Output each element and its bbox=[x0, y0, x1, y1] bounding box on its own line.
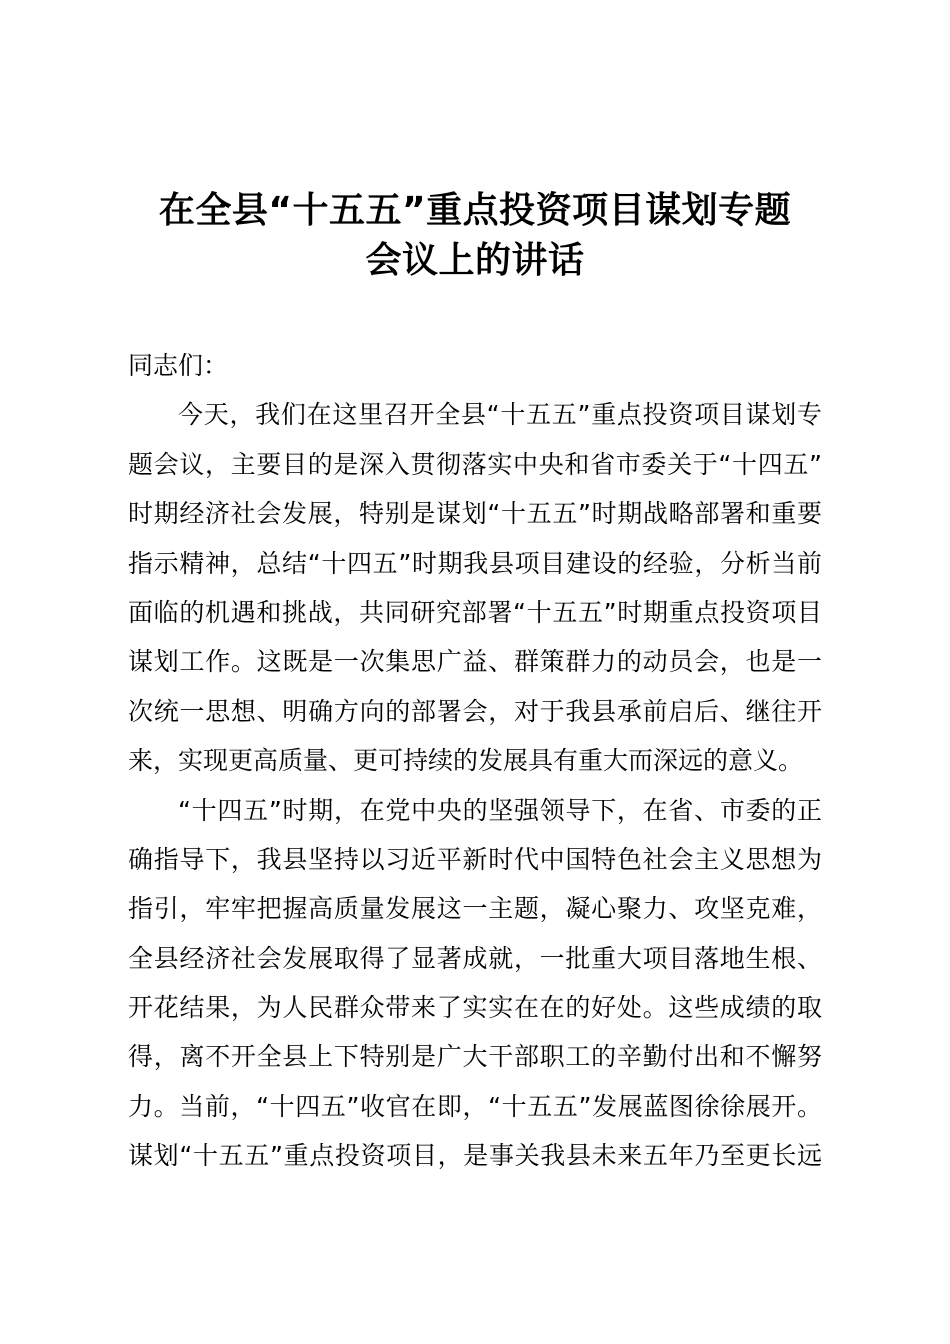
salutation: 同志们： bbox=[128, 351, 229, 380]
paragraph-line: 指示精神，总结“十四五”时期我县项目建设的经验，分析当前 bbox=[128, 548, 822, 578]
paragraph-line: 指引，牢牢把握高质量发展这一主题，凝心聚力、攻坚克难， bbox=[128, 894, 822, 924]
paragraph-line: 谋划“十五五”重点投资项目，是事关我县未来五年乃至更长远 bbox=[128, 1141, 822, 1171]
paragraph-2 bbox=[128, 786, 828, 1181]
paragraph-line: 时期经济社会发展，特别是谋划“十五五”时期战略部署和重要 bbox=[128, 499, 822, 529]
title-line-1: 在全县“十五五”重点投资项目谋划专题 bbox=[158, 190, 792, 231]
paragraph-line: 得，离不开全县上下特别是广大干部职工的辛勤付出和不懈努 bbox=[128, 1042, 822, 1072]
paragraph-line: 开花结果，为人民群众带来了实实在在的好处。这些成绩的取 bbox=[128, 993, 822, 1023]
paragraph-line: 来，实现更高质量、更可持续的发展具有重大而深远的意义。 bbox=[128, 746, 804, 776]
paragraph-line: “十四五”时期，在党中央的坚强领导下，在省、市委的正 bbox=[178, 795, 822, 825]
title-line-2: 会议上的讲话 bbox=[365, 240, 585, 281]
paragraph-line: 面临的机遇和挑战，共同研究部署“十五五”时期重点投资项目 bbox=[128, 597, 822, 627]
paragraph-1 bbox=[128, 390, 828, 785]
paragraph-line: 谋划工作。这既是一次集思广益、群策群力的动员会，也是一 bbox=[128, 647, 822, 677]
paragraph-line: 今天，我们在这里召开全县“十五五”重点投资项目谋划专 bbox=[178, 400, 822, 430]
paragraph-line: 力。当前，“十四五”收官在即，“十五五”发展蓝图徐徐展开。 bbox=[128, 1091, 822, 1121]
paragraph-line: 全县经济社会发展取得了显著成就，一批重大项目落地生根、 bbox=[128, 943, 822, 973]
paragraph-line: 确指导下，我县坚持以习近平新时代中国特色社会主义思想为 bbox=[128, 844, 822, 874]
document-title bbox=[120, 186, 830, 286]
document-body bbox=[128, 341, 828, 1181]
paragraph-line: 题会议，主要目的是深入贯彻落实中央和省市委关于“十四五” bbox=[128, 449, 822, 479]
paragraph-line: 次统一思想、明确方向的部署会，对于我县承前启后、继往开 bbox=[128, 696, 822, 726]
